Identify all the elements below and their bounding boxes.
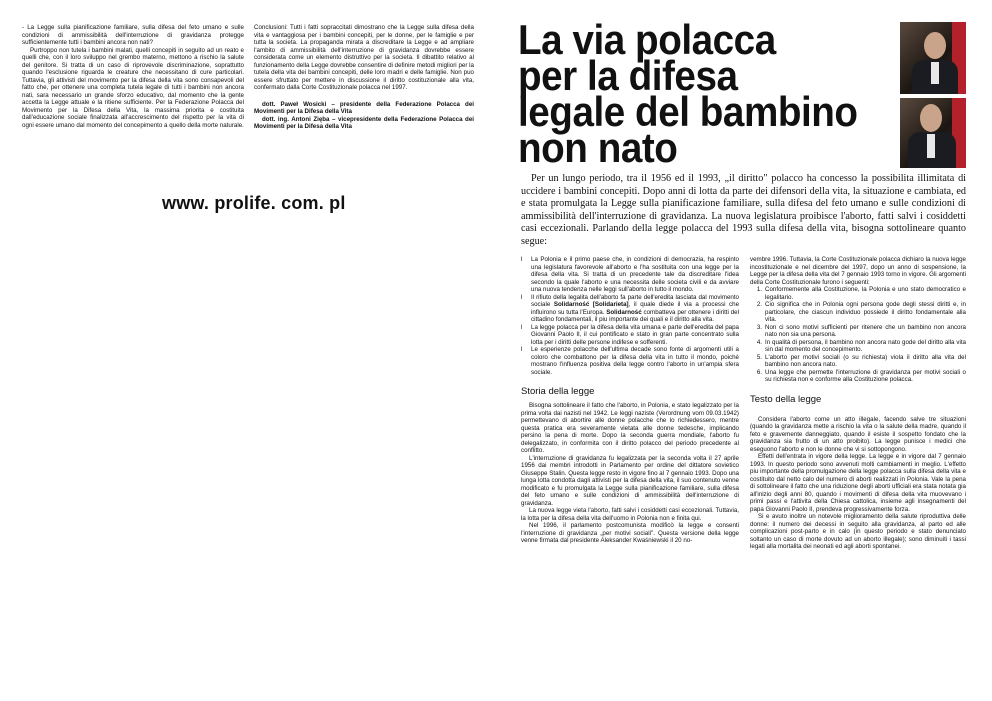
storia-paragraph: La nuova legge vieta l'aborto, fatti salvi i cosiddetti casi eccezionali. Tuttavia, la lotta per la difesa della vita dell'uomo in Polonia non e finita qui.: [521, 507, 739, 522]
bullet-marker: l: [521, 346, 523, 353]
bullet-item: [521, 256, 739, 294]
right-column-2: [750, 256, 966, 551]
right-column-1: [521, 256, 739, 545]
shirt: [931, 62, 939, 84]
title-line-2: per la difesa: [518, 52, 738, 99]
numbered-item: 3. Non ci sono motivi sufficienti per ritenere che un bambino non ancora nato non sia una persona.: [756, 323, 966, 338]
article-title: [518, 16, 923, 171]
storia-paragraph: Bisogna sottolineare il fatto che l'aborto, in Polonia, e stato legalizzato per la prima volta dai nazisti nel 1942. Le leggi naziste (Verordnung vom 09.03.1942) permettevano di abortire alle donne polacche che lo richiedessero, mentre questa pratica era severamente vietata alle donne tedesche, implicando persino la pena di morte. Dopo la seconda guerra mondiale, l'aborto fu delegalizzato, in conformita con il diritto polacco del periodo precedente al conflitto.: [521, 402, 739, 454]
bullet-item: [521, 324, 739, 347]
numbered-item: 1. Conformemente alla Costituzione, la Polonia e uno stato democratico e legalitario.: [756, 286, 966, 301]
numbered-item: 2. Cio significa che in Polonia ogni persona gode degli stessi diritti e, in particolare, che ciascun individuo possiede il diritto fondamentale alla vita.: [756, 301, 966, 323]
signature-zieba: dott. ing. Antoni Zięba – vicepresidente della Federazione Polacca dei Movimenti per la Difesa della Vita: [254, 115, 474, 130]
shirt: [927, 134, 935, 158]
bullet-text: La Polonia e il primo paese che, in condizioni di democrazia, ha respinto una legislatura favorevole all'aborto e l'ha sostituita con una legge per la difesa della vita. Si tratta di un precedente tale da discreditare l'idea secondo la quale l'aborto e una necessita delle societa civili e da avviare una nuova tendenza nelle leggi sull'aborto in tutto il mondo.: [531, 256, 739, 293]
bullet-text: La legge polacca per la difesa della vita umana e parte dell'eredita del papa Giovanni Paolo II, il cui pontificato e stato in gran parte concentrato sulla lotta per i diritti delle persone indifese e sofferenti.: [531, 323, 739, 346]
face: [924, 32, 946, 59]
title-line-3: legale del bambino: [518, 88, 858, 135]
testo-paragraph: Considera l'aborto come un atto illegale, facendo salve tre situazioni (quando la gravidanza mette a rischio la vita o la salute della madre, quando il feto e gravemente danneggiato, quando il esiste il sospetto fondato che la gravidanza sia frutto di un atto proibito). La legge punisce i medici che eseguono l'aborto e non le donne che vi si sottopongono.: [750, 415, 966, 453]
left-column-2: [254, 24, 474, 131]
solidarnosc-emphasis: Solidarność [Solidarieta]: [553, 301, 629, 308]
bullet-text: Il rifiuto della legalita dell'aborto fa parte dell'eredita lasciata dal movimento sociale Solidarność [Solidarieta], il quale diede il via a processi che influirono su tutta l'Europa. Solidarność combatteva per ottenere i diritti del cittadino fondamentali, il piu importante dei quali e il diritto alla vita.: [531, 293, 740, 323]
title-line-4: non nato: [518, 124, 678, 171]
bullet-marker: l: [521, 256, 523, 263]
solidarnosc-emphasis: Solidarność: [606, 308, 642, 316]
lead-paragraph: Per un lungo periodo, tra il 1956 ed il 1993, „il diritto" polacco ha concesso la possibilita illimitata di uccidere i bambini concepiti. Dopo anni di lotta da parte dei difensori della vita, la situazione e cambiata, ed e stata promulgata la Legge sulla pianificazione familiare, sulla difesa del feto umano e sulle condizioni di ammissibilità dell'interruzione di gravidanza. La nuova legislatura proibisce l'aborto, fatti salvi i cosiddetti casi eccezionali. Parlando della legge polacca del 1993 sulla difesa della vita, bisogna sottolineare quanto segue:: [521, 173, 966, 247]
left-answer: Purtroppo non tutela i bambini malati, quelli concepiti in seguito ad un reato e quelli che, con il loro sviluppo nel grembo materno, mettono a rischio la salute del genitore. Si tratta di un caso di riprovevole discriminazione, soprattutto quando l'esclusione riguarda le creature che necessitano di cure particolari. Tuttavia, gli attivisti del movimento per la difesa della vita sono consapevoli del fatto che, per ottenere una completa tutela legale di tutti i bambini non ancora nati, sara necessario un grande sforzo educativo, dal momento che la gente accetta la Legge attuale e la ritiene sufficiente. Per la Federazione Polacca del Movimento per la Difesa della Vita, la massima priorita e costituita dall'educazione sociale finalizzata all'accrescimento del rispetto per la vita di ogni essere umano dal momento del concepimento a quello della morte naturale.: [22, 46, 244, 129]
storia-paragraph: Nel 1996, il parlamento postcomunista modificò la legge e consenti l'interruzione di gravidanza „per motivi sociali". Questa versione della legge venne firmata dal presidente Aleksander Kwaśniewski il 20 no-: [521, 522, 739, 544]
bullet-item: [521, 346, 739, 376]
testo-paragraph: Si e avuto inoltre un notevole miglioramento della salute riproduttiva delle donne: il numero dei decessi in seguito alla gravidanza, al parto ed alle complicazioni post-parto e in calo (in questo periodo e stato denunciato soltanto un caso di morte dovuto ad un aborto illegale); sono diminuiti i tassi legati alla mortalita dei neonati ed agli aborti spontanei.: [750, 513, 966, 550]
bullet-marker: l: [521, 293, 523, 301]
storia-heading: Storia della legge: [521, 386, 595, 397]
conclusions-text: Conclusioni: Tutti i fatti sopraccitati dimostrano che la Legge sulla difesa della vita e vantaggiosa per i bambini concepiti, per le donne, per le famiglie e per tutta la societa. La propaganda mirata a discreditare la Legge e ad ampliare l'ambito di ammissibilità dell'interruzione di gravidanza dovrebbe essere considerata come un elemento distruttivo per la societa. Il dibattito relativo al funzionamento della Legge dovrebbe consentire di definire metodi migliori per la tutela della vita dei bambini concepiti, delle loro madri e delle famiglie. Non puo essere sfruttato per mettere in discussione il diritto costituzionale alla vita, confermato dalla Corte Costituzionale polacca nel 1997.: [254, 24, 474, 91]
title-line-1: La via polacca: [518, 16, 776, 63]
website-url[interactable]: www. prolife. com. pl: [162, 193, 346, 213]
testo-paragraph: Effetti dell'entrata in vigore della legge. La legge e in vigore dal 7 gennaio 1993. In questo periodo sono avvenuti molti cambiamenti in meglio. L'effetto piu importante della promulgazione della legge polacca sulla difesa della vita e costituito dal netto calo del numero di aborti realizzati in Polonia. Vale la pena di sottolineare il fatto che una riduzione degli aborti ufficiali era stata notata gia all'inizio degli anni 80, quando i movimenti di difesa della vita muovevano i primi passi e l'attivita della Chiesa cattolica, insieme agli insegnamenti del papa Giovanni Paolo II, prendeva progressivamente forza.: [750, 453, 966, 513]
court-intro: vembre 1996. Tuttavia, la Corte Costituzionale polacca dichiaro la nuova legge incostituzionale e nel dicembre del 1997, dopo un anno di sospensione, la Legge per la difesa della vita del 7 gennaio 1993 torno in vigore. Gli argomenti della Corte Costituzionale furono i seguenti:: [750, 256, 966, 286]
left-question: - La Legge sulla pianificazione familiare, sulla difesa del feto umano e sulle condizioni di ammissibilità dell'interruzione di gravidanza protegge sufficientemente tutti i bambini ancora non nati?: [22, 24, 244, 46]
numbered-item: 6. Una legge che permette l'interruzione di gravidanza per motivi sociali o su richiesta non e conforme alla Costituzione polacca.: [756, 368, 966, 383]
face: [920, 104, 942, 132]
photo-speaker-bottom: [900, 98, 966, 168]
storia-paragraph: L'interruzione di gravidanza fu legalizzata per la seconda volta il 27 aprile 1956 dai membri introdotti in Parlamento per ordine del dittatore sovietico Giuseppe Stalin. Questa legge resto in vigore fino al 7 gennaio 1993. Dopo una lunga lotta condotta dagli attivisti per la difesa della vita, il suo contenuto venne modificato e fu promulgata la Legge sulla pianificazione familiare, sulla difesa del feto umano e sulle condizioni di ammissibilità dell'interruzione di gravidanza.: [521, 454, 739, 507]
bullet-item: [521, 294, 739, 324]
bullet-marker: l: [521, 323, 523, 331]
bullet-text: Le esperienze polacche dell'ultima decade sono fonte di argomenti utili a coloro che combattono per la difesa della vita in tutto il mondo, poiché mostrano l'influenza positiva della legge contro l'aborto in un'ampia sfera sociale.: [531, 346, 739, 376]
signature-wosicki: dott. Paweł Wosicki – presidente della Federazione Polacca dei Movimenti per la Difesa della Vita: [254, 100, 474, 115]
photo-speaker-top: [900, 22, 966, 94]
numbered-item: 4. In qualità di persona, il bambino non ancora nato gode del diritto alla vita sin dal momento del concepimento.: [756, 338, 966, 353]
numbered-item: 5. L'aborto per motivi sociali (o su richiesta) viola il diritto alla vita del bambino non ancora nato.: [756, 353, 966, 368]
left-column-1: [22, 24, 244, 129]
testo-heading: Testo della legge: [750, 393, 822, 405]
